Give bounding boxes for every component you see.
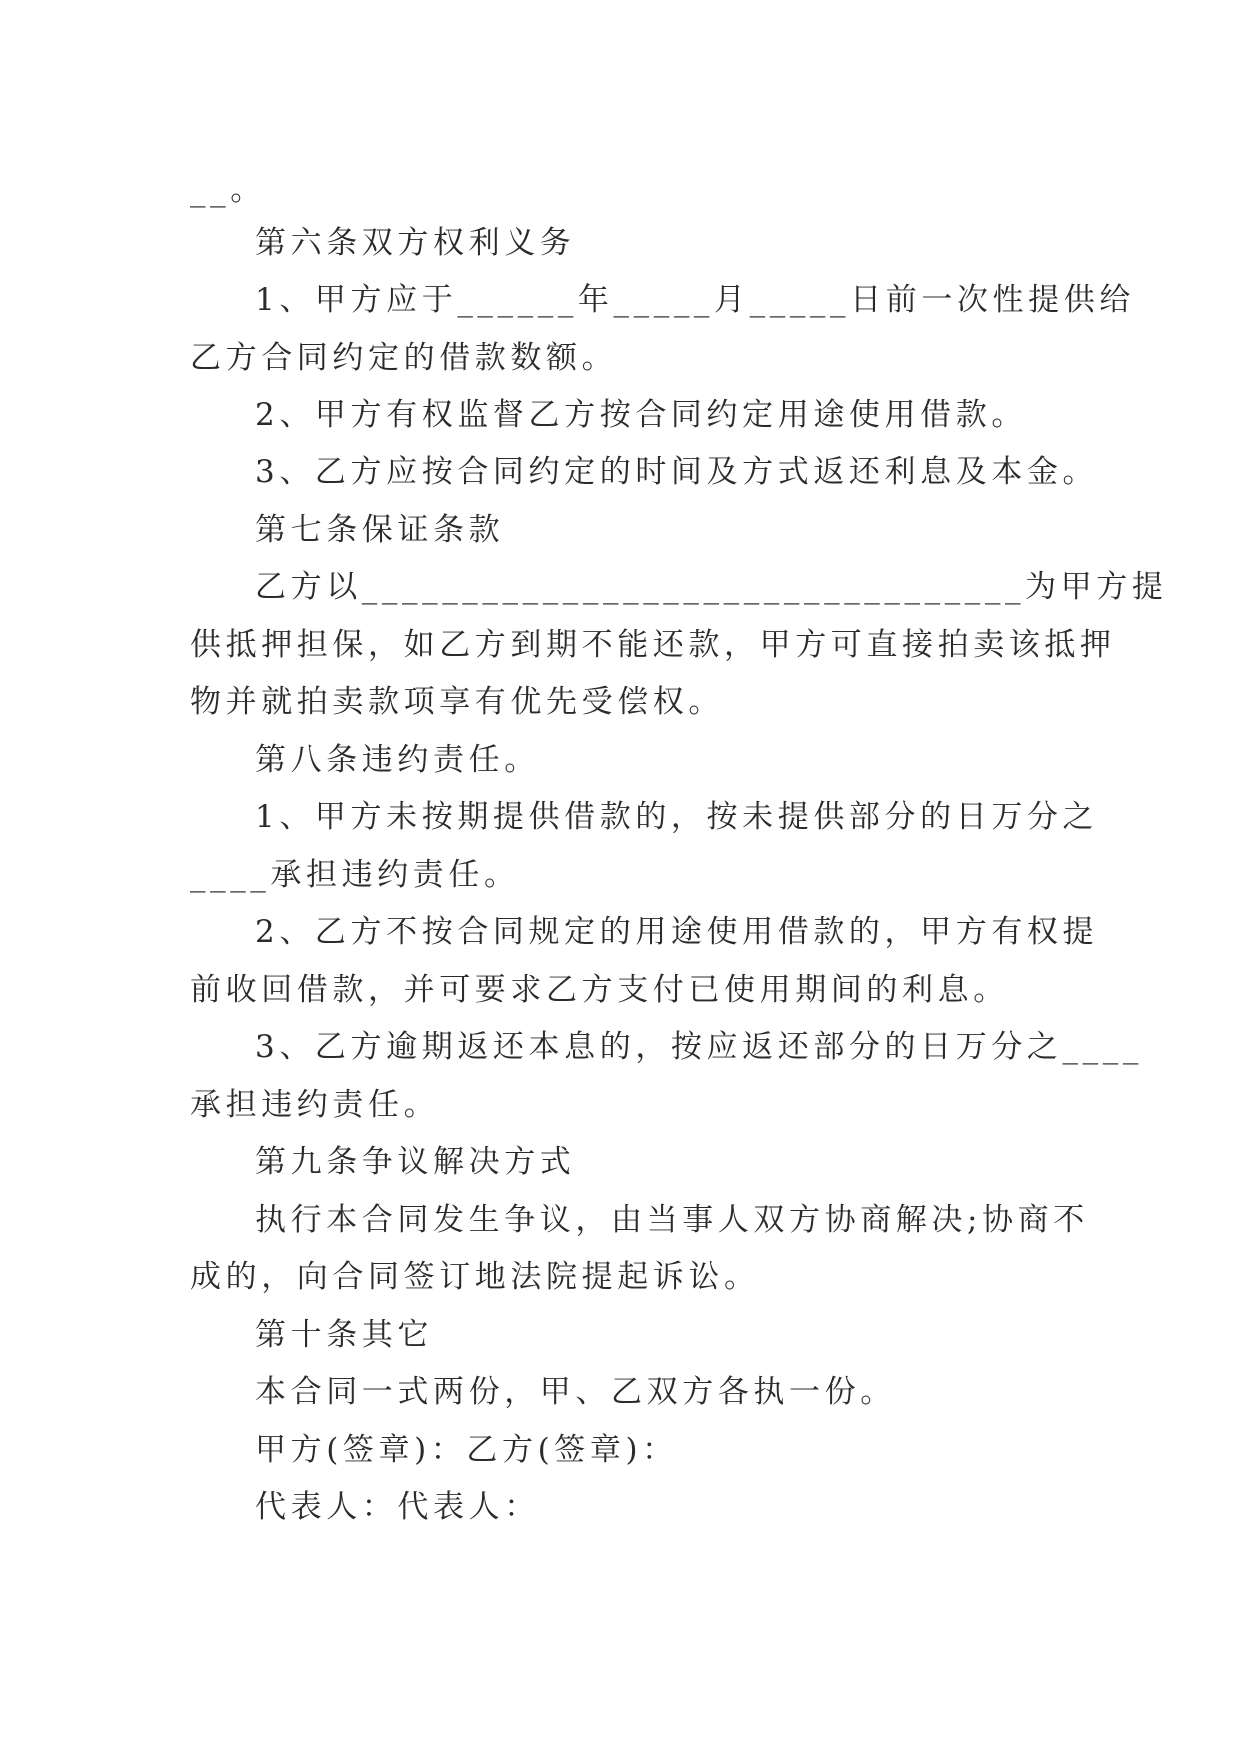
article-8-clause-1-line-1: 1、甲方未按期提供借款的，按未提供部分的日万分之 bbox=[255, 799, 1099, 835]
article-7-body-line-3: 物并就拍卖款项享有优先受偿权。 bbox=[190, 684, 724, 720]
article-6-clause-3: 3、乙方应按合同约定的时间及方式返还利息及本金。 bbox=[255, 454, 1099, 490]
article-6-heading: 第六条双方权利义务 bbox=[255, 225, 576, 261]
article-8-clause-1-line-2: ____承担违约责任。 bbox=[190, 857, 520, 893]
article-10-body: 本合同一式两份，甲、乙双方各执一份。 bbox=[255, 1374, 896, 1410]
article-6-clause-2: 2、甲方有权监督乙方按合同约定用途使用借款。 bbox=[255, 397, 1027, 433]
article-8-clause-2-line-2: 前收回借款，并可要求乙方支付已使用期间的利息。 bbox=[190, 972, 1009, 1008]
article-8-clause-2-line-1: 2、乙方不按合同规定的用途使用借款的，甲方有权提 bbox=[255, 914, 1099, 950]
article-7-body-line-1: 乙方以_________________________________为甲方提 bbox=[255, 569, 1168, 605]
article-7-heading: 第七条保证条款 bbox=[255, 512, 505, 548]
article-6-clause-1-line-2: 乙方合同约定的借款数额。 bbox=[190, 340, 618, 376]
article-8-clause-3-line-2: 承担违约责任。 bbox=[190, 1087, 440, 1123]
signature-line: 甲方(签章)：乙方(签章)： bbox=[255, 1432, 678, 1468]
article-9-body-line-2: 成的，向合同签订地法院提起诉讼。 bbox=[190, 1259, 760, 1295]
article-8-clause-3-line-1: 3、乙方逾期返还本息的，按应返还部分的日万分之____ bbox=[255, 1029, 1143, 1065]
article-9-body-line-1: 执行本合同发生争议，由当事人双方协商解决;协商不 bbox=[255, 1202, 1089, 1238]
article-10-heading: 第十条其它 bbox=[255, 1317, 433, 1353]
representative-line: 代表人：代表人： bbox=[255, 1489, 540, 1525]
article-9-heading: 第九条争议解决方式 bbox=[255, 1144, 576, 1180]
article-6-clause-1-line-1: 1、甲方应于______年_____月_____日前一次性提供给 bbox=[255, 282, 1135, 318]
text-line-continuation: __。 bbox=[190, 172, 266, 208]
article-7-body-line-2: 供抵押担保，如乙方到期不能还款，甲方可直接拍卖该抵押 bbox=[190, 627, 1116, 663]
article-8-heading: 第八条违约责任。 bbox=[255, 742, 540, 778]
